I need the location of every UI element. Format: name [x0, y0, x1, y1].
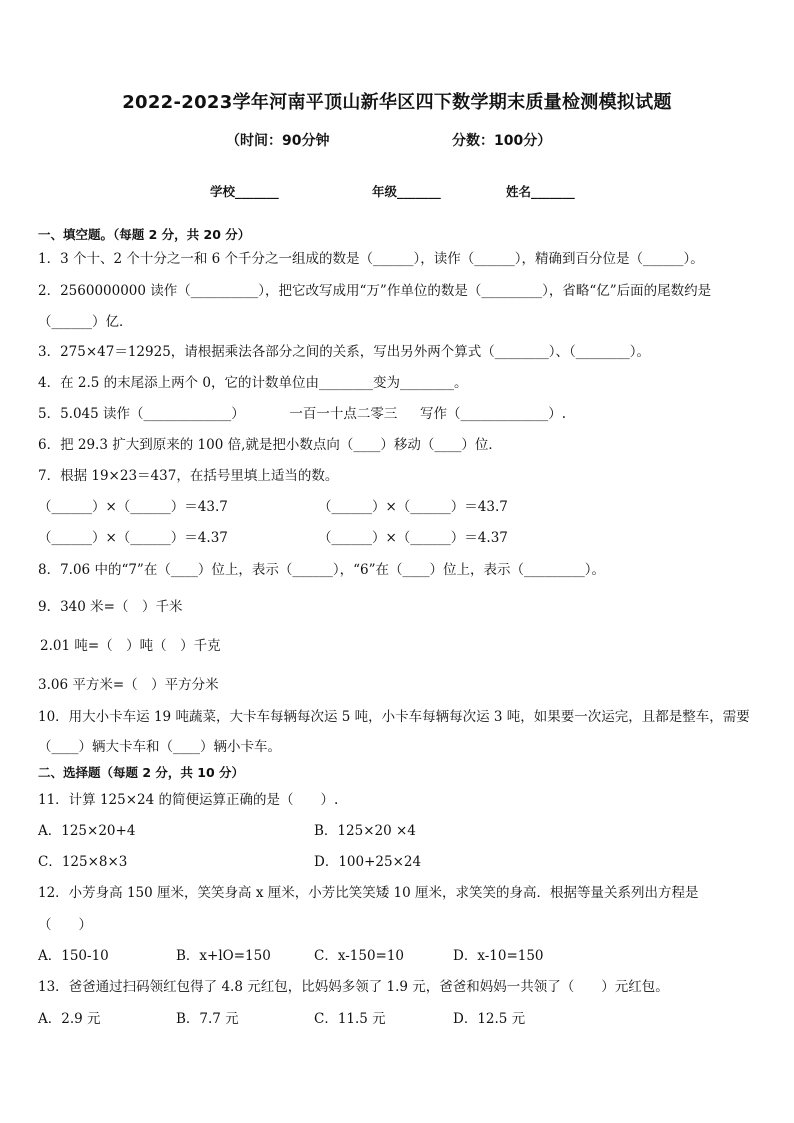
question-12-option-c: C．x-150=10	[314, 948, 405, 964]
section1-heading: 一、填空题。（每题 2 分，共 20 分）	[38, 227, 251, 242]
question-11-option-d: D．100+25×24	[314, 854, 422, 870]
question-5	[38, 405, 566, 423]
question-11-option-a: A．125×20+4	[38, 823, 136, 839]
question-13-option-c: C．11.5 元	[314, 1011, 386, 1027]
exam-time: （时间：90分钟	[226, 133, 330, 149]
question-10-line1: 10．用大小卡车运 19 吨蔬菜，大卡车每辆每次运 5 吨，小卡车每辆每次运 3 吨，如果要一次运完，且都是整车，需要	[38, 709, 750, 725]
question-5-write: 写作（_____________）.	[419, 406, 567, 422]
section2-heading: 二、选择题（每题 2 分，共 10 分）	[38, 765, 245, 780]
question-13-option-b: B．7.7 元	[176, 1011, 239, 1027]
question-12-line2: （ ）	[38, 917, 92, 933]
question-9-line3: 3.06 平方米=（ ）平方分米	[38, 677, 219, 693]
question-11-option-b: B．125×20 ×4	[314, 823, 416, 839]
question-5-number: 一百一十点二零三	[289, 406, 398, 422]
question-13: 13．爸爸通过扫码领红包得了 4.8 元红包，比妈妈多领了 1.9 元，爸爸和妈妈一共领了（ ）元红包。	[38, 979, 669, 995]
question-12-option-a: A．150-10	[38, 948, 109, 964]
question-1: 1．3 个十、2 个十分之一和 6 个千分之一组成的数是（______），读作（______），精确到百分位是（______）。	[38, 251, 704, 267]
question-2-line1: 2．2560000000 读作（__________），把它改写成用“万”作单位的数是（_________），省略“亿”后面的尾数约是	[38, 283, 712, 299]
question-13-option-d: D．12.5 元	[453, 1011, 526, 1027]
exam-title: 2022-2023学年河南平顶山新华区四下数学期末质量检测模拟试题	[122, 92, 672, 113]
question-12-option-b: B．x+lO=150	[176, 948, 271, 964]
question-5-read: 5．5.045 读作（_____________）	[38, 406, 245, 422]
school-field: 学校_______	[210, 184, 279, 199]
question-6: 6．把 29.3 扩大到原来的 100 倍,就是把小数点向（____）移动（____）位．	[38, 437, 502, 453]
question-7-row1-left: （______）×（______）＝43.7	[38, 499, 228, 515]
question-3: 3．275×47＝12925，请根据乘法各部分之间的关系，写出另外两个算式（________）、（________）。	[38, 344, 651, 360]
question-7-row2-left: （______）×（______）＝4.37	[38, 530, 228, 546]
question-2-line2: （______）亿．	[38, 314, 133, 330]
question-4: 4．在 2.5 的末尾添上两个 0，它的计数单位由________变为________。	[38, 375, 468, 391]
question-8: 8．7.06 中的“7”在（____）位上，表示（______），“6”在（____）位上，表示（_________）。	[38, 562, 605, 578]
question-7: 7．根据 19×23＝437，在括号里填上适当的数。	[38, 468, 339, 484]
question-9-line2: 2.01 吨=（ ）吨（ ）千克	[40, 638, 221, 654]
question-12-line1: 12．小芳身高 150 厘米，笑笑身高 x 厘米，小芳比笑笑矮 10 厘米，求笑笑的身高．根据等量关系列出方程是	[38, 885, 699, 901]
question-13-option-a: A．2.9 元	[38, 1011, 101, 1027]
question-7-row2-right: （______）×（______）＝4.37	[318, 530, 508, 546]
question-11-option-c: C．125×8×3	[38, 854, 128, 870]
question-9-line1: 9．340 米=（ ）千米	[38, 599, 183, 615]
exam-score: 分数：100分）	[452, 133, 552, 149]
grade-field: 年级_______	[372, 184, 441, 199]
question-12-option-d: D．x-10=150	[453, 948, 544, 964]
name-field: 姓名_______	[506, 184, 575, 199]
question-7-row1-right: （______）×（______）＝43.7	[318, 499, 508, 515]
question-11: 11．计算 125×24 的简便运算正确的是（ ）.	[38, 792, 339, 808]
question-10-line2: （____）辆大卡车和（____）辆小卡车。	[38, 739, 281, 755]
